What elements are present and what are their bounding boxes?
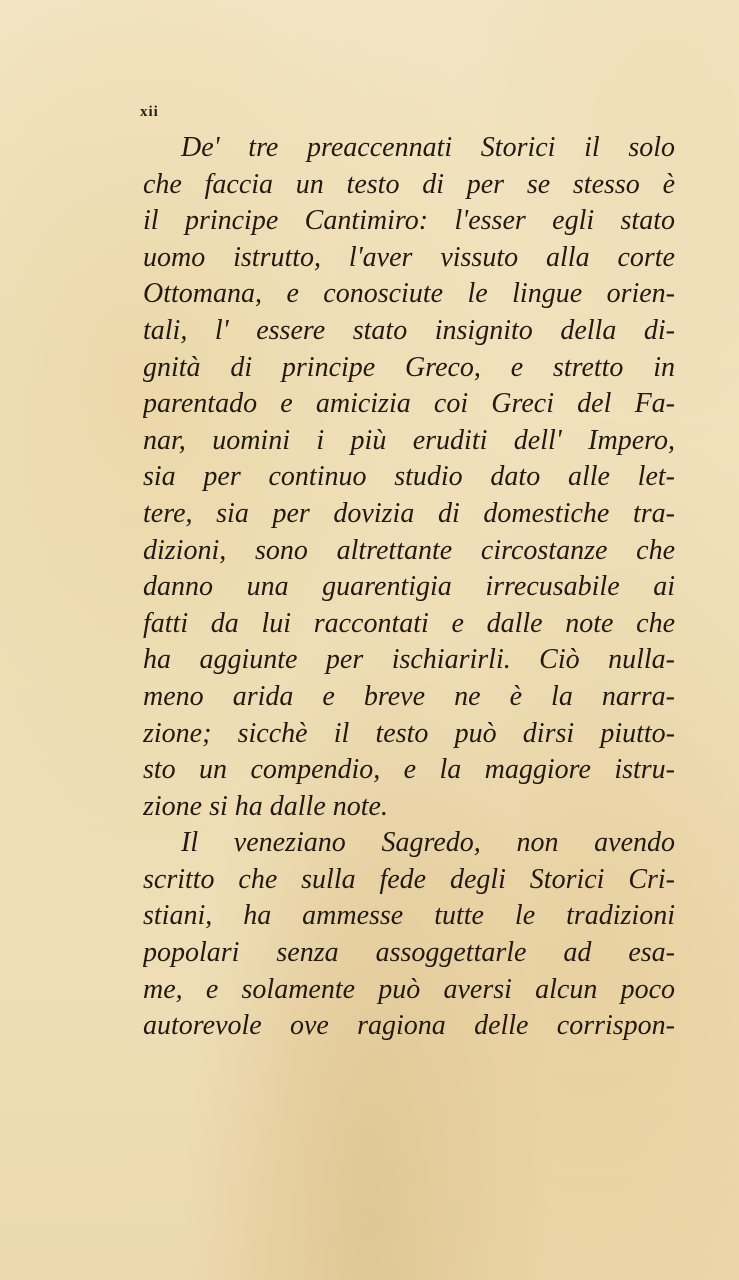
body-text — [143, 130, 675, 1045]
text-line: stiani, ha ammesse tutte le tradizioni — [143, 900, 675, 932]
text-line: meno arida e breve ne è la narra- — [143, 680, 675, 712]
text-line: autorevole ove ragiona delle corrispon- — [143, 1010, 675, 1042]
text-line: popolari senza assoggettarle ad esa- — [143, 937, 675, 969]
text-line: uomo istrutto, l'aver vissuto alla corte — [143, 241, 675, 273]
text-line: nar, uomini i più eruditi dell' Impero, — [143, 424, 675, 456]
text-line: tali, l' essere stato insignito della di- — [143, 314, 675, 346]
text-line: me, e solamente può aversi alcun poco — [143, 973, 675, 1005]
text-line: scritto che sulla fede degli Storici Cri- — [143, 863, 675, 895]
text-line: De' tre preaccennati Storici il solo — [181, 132, 675, 163]
text-line: zione si ha dalle note. — [143, 790, 388, 822]
text-line: sia per continuo studio dato alle let- — [143, 461, 675, 493]
text-line: Il veneziano Sagredo, non avendo — [181, 827, 675, 859]
text-line: ha aggiunte per ischiarirli. Ciò nulla- — [143, 644, 675, 676]
text-line: danno una guarentigia irrecusabile ai — [143, 571, 675, 603]
page-number: xii — [140, 104, 159, 120]
text-line: sto un compendio, e la maggiore istru- — [143, 754, 675, 786]
text-line: gnità di principe Greco, e stretto in — [143, 351, 675, 383]
text-line: il principe Cantimiro: l'esser egli stato — [143, 205, 675, 237]
text-line: fatti da lui raccontati e dalle note che — [143, 607, 675, 639]
text-line: dizioni, sono altrettante circostanze che — [143, 534, 675, 566]
text-line: parentado e amicizia coi Greci del Fa- — [143, 388, 675, 420]
text-line: Ottomana, e conosciute le lingue orien- — [143, 278, 675, 310]
text-line: che faccia un testo di per se stesso è — [143, 168, 675, 200]
text-line: zione; sicchè il testo può dirsi piutto- — [143, 717, 675, 749]
text-line: tere, sia per dovizia di domestiche tra- — [143, 497, 675, 529]
